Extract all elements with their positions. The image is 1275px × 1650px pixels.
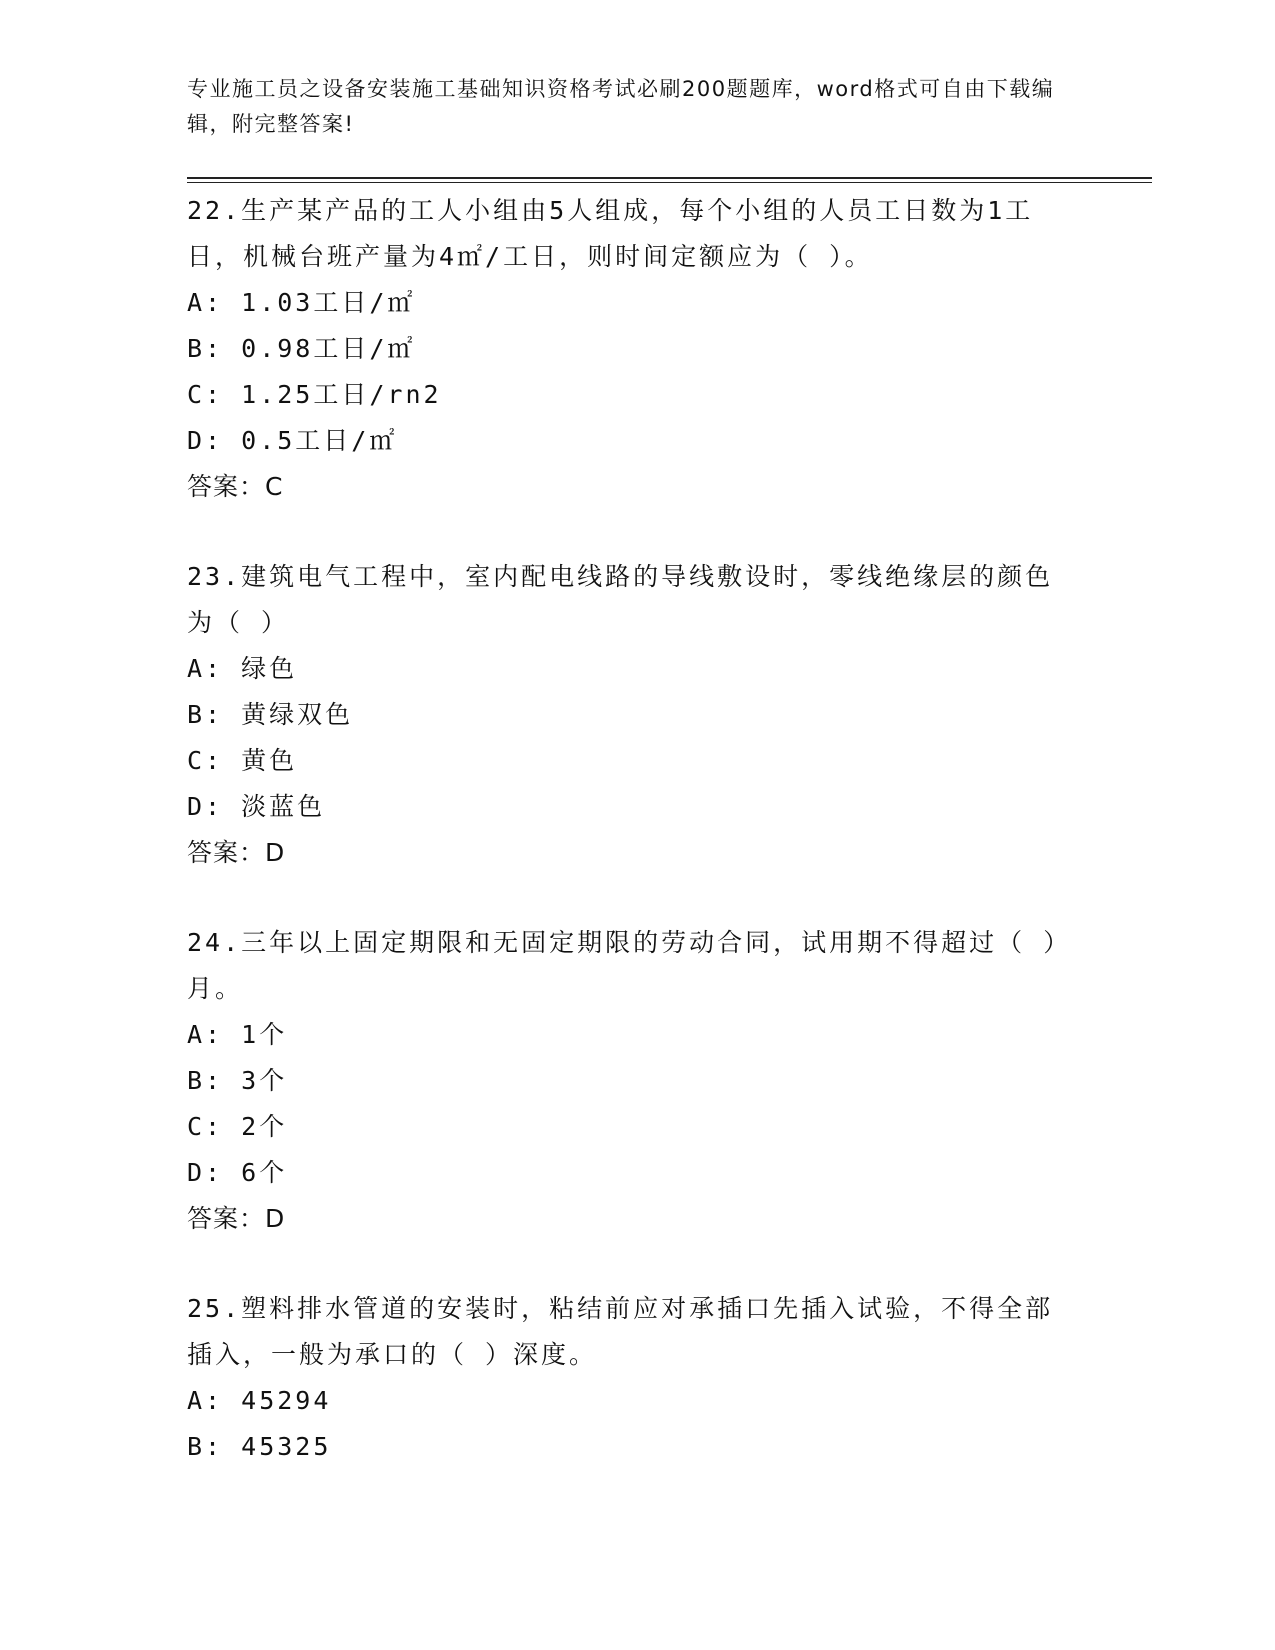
question-text: 25.塑料排水管道的安装时，粘结前应对承插口先插入试验，不得全部插入，一般为承口的（ ）深度。 (187, 1294, 1054, 1369)
option-b: B: 3个 (187, 1066, 288, 1095)
option-b: B: 0.98工日/㎡ (187, 334, 416, 363)
question-23 (187, 554, 1087, 876)
option-c: C: 黄色 (187, 746, 298, 775)
question-text: 22.生产某产品的工人小组由5人组成，每个小组的人员工日数为1工日，机械台班产量为4㎡/工日，则时间定额应为（ ）。 (187, 196, 1034, 271)
option-a: A: 45294 (187, 1386, 332, 1415)
option-c: C: 2个 (187, 1112, 288, 1141)
option-d: D: 0.5工日/㎡ (187, 426, 398, 455)
question-24 (187, 920, 1087, 1242)
option-b: B: 黄绿双色 (187, 700, 354, 729)
document-header: 专业施工员之设备安装施工基础知识资格考试必刷200题题库，word格式可自由下载编辑，附完整答案! (187, 77, 1055, 136)
answer: 答案：D (187, 1204, 286, 1233)
option-a: A: 1.03工日/㎡ (187, 288, 416, 317)
header-rule-thick (187, 177, 1152, 179)
option-b: B: 45325 (187, 1432, 332, 1461)
answer: 答案：C (187, 472, 284, 501)
option-a: A: 1个 (187, 1020, 288, 1049)
option-a: A: 绿色 (187, 654, 298, 683)
header-rule-thin (187, 182, 1152, 183)
question-list (187, 188, 1087, 1514)
question-text: 23.建筑电气工程中，室内配电线路的导线敷设时，零线绝缘层的颜色为（ ） (187, 562, 1054, 637)
question-text: 24.三年以上固定期限和无固定期限的劳动合同，试用期不得超过（ ）月。 (187, 928, 1059, 1003)
question-25 (187, 1286, 1087, 1470)
option-c: C: 1.25工日/rn2 (187, 380, 442, 409)
answer: 答案：D (187, 838, 286, 867)
question-22 (187, 188, 1087, 510)
option-d: D: 6个 (187, 1158, 288, 1187)
option-d: D: 淡蓝色 (187, 792, 326, 821)
